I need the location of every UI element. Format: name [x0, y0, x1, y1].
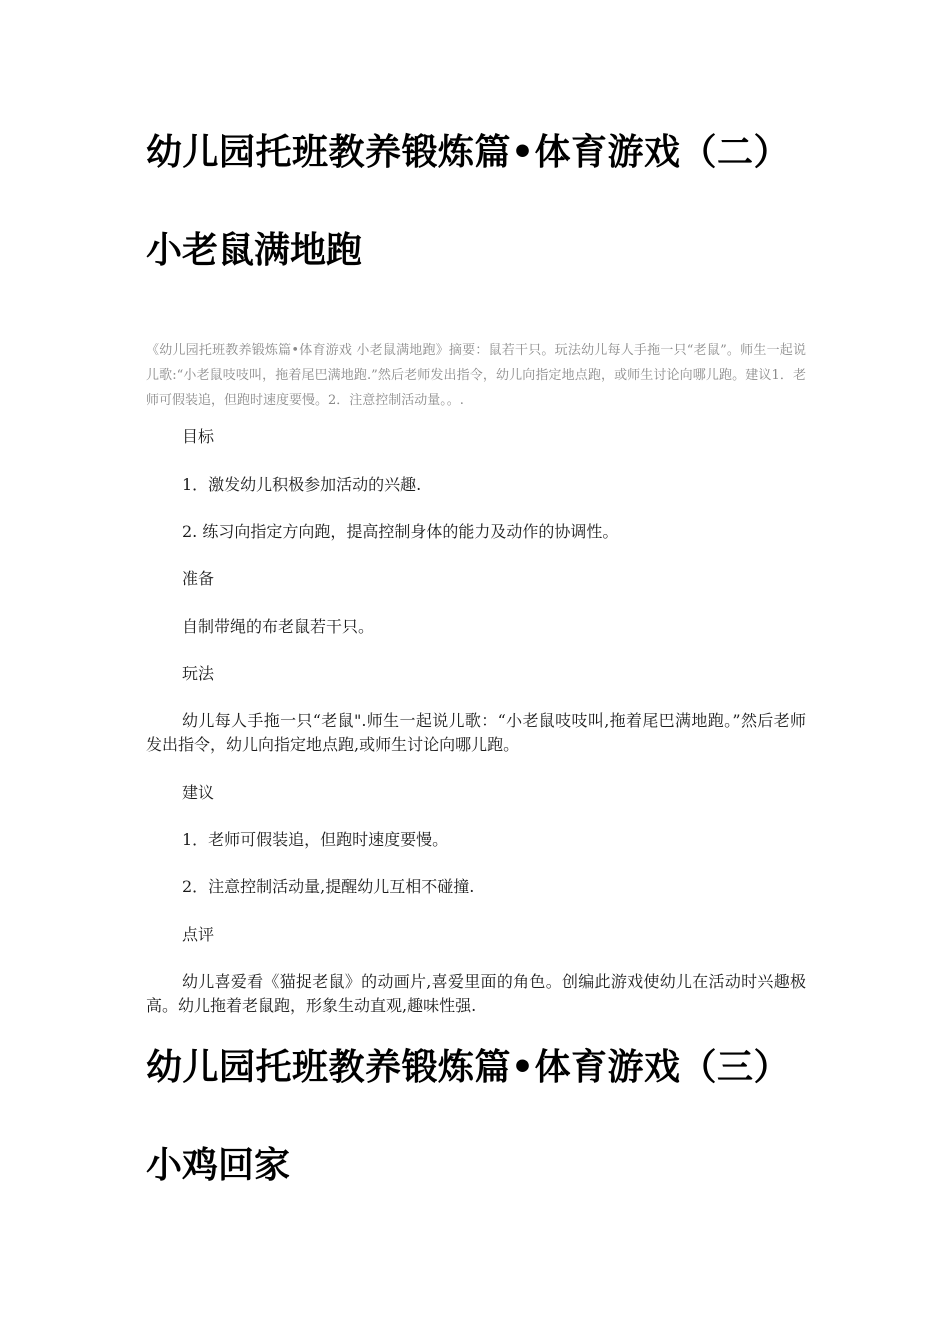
- prep-text: 自制带绳的布老鼠若干只。: [182, 617, 375, 636]
- advice-item-2: 2．注意控制活动量,提醒幼儿互相不碰撞.: [182, 877, 475, 896]
- review-heading: 点评: [182, 925, 215, 944]
- play-text: 幼儿每人手拖一只“老鼠".师生一起说儿歌：“小老鼠吱吱叫,拖着尾巴满地跑。”然后老师发出指令，幼儿向指定地点跑,或师生讨论向哪儿跑。: [146, 711, 806, 754]
- goal-heading: 目标: [182, 427, 215, 446]
- section2-subtitle: 小鸡回家: [146, 1145, 291, 1186]
- advice-item-1: 1．老师可假装追，但跑时速度要慢。: [182, 830, 449, 849]
- section2-title: 幼儿园托班教养锻炼篇•体育游戏（三）: [146, 1047, 791, 1088]
- prep-heading: 准备: [182, 569, 215, 588]
- play-heading: 玩法: [182, 664, 215, 683]
- section1-subtitle: 小老鼠满地跑: [146, 230, 363, 271]
- goal-item-2: 2. 练习向指定方向跑，提高控制身体的能力及动作的协调性。: [182, 522, 619, 541]
- advice-heading: 建议: [182, 783, 215, 802]
- review-text: 幼儿喜爱看《猫捉老鼠》的动画片,喜爱里面的角色。创编此游戏使幼儿在活动时兴趣极高。幼儿拖着老鼠跑，形象生动直观,趣味性强.: [146, 972, 806, 1015]
- summary-text: 《幼儿园托班教养锻炼篇•体育游戏 小老鼠满地跑》摘要：鼠若干只。玩法幼儿每人手拖一只“老鼠”。师生一起说儿歌:“小老鼠吱吱叫，拖着尾巴满地跑.”然后老师发出指令，幼儿向指定地点跑，或师生讨论向哪儿跑。建议1．老师可假装追，但跑时速度要慢。2．注意控制活动量。。.: [146, 343, 806, 408]
- goal-item-1: 1．激发幼儿积极参加活动的兴趣.: [182, 475, 422, 494]
- section1-title: 幼儿园托班教养锻炼篇•体育游戏（二）: [146, 132, 791, 173]
